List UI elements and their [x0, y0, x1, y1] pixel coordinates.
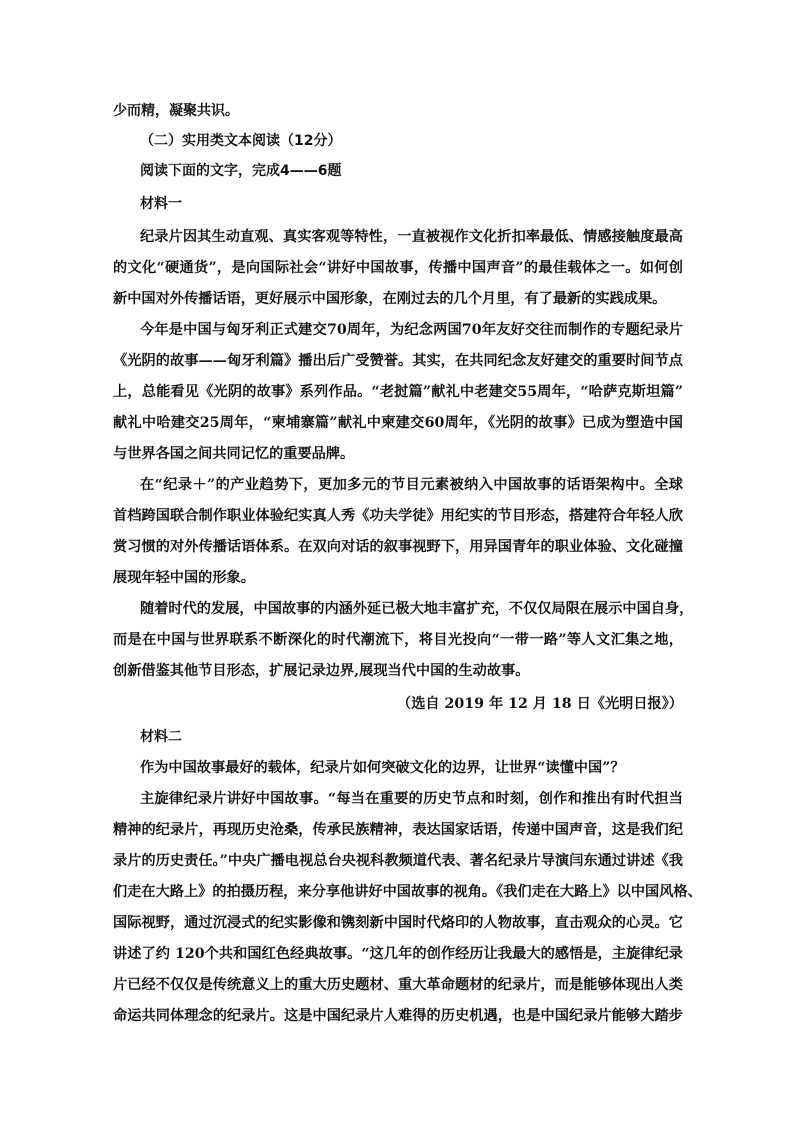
paragraph-line: 国际视野，通过沉浸式的纪实影像和镌刻新中国时代烙印的人物故事，直击观众的心灵。它 [113, 915, 683, 931]
paragraph-line: 命运共同体理念的纪录片。这是中国纪录片人难得的历史机遇，也是中国纪录片能够大踏步 [113, 1008, 683, 1024]
paragraph-line: 们走在大路上》的拍摄历程，来分享他讲好中国故事的视角。《我们走在大路上》以中国风格、 [113, 884, 702, 900]
paragraph-line: 的文化“硬通货”，是向国际社会“讲好中国故事，传播中国声音”的最佳载体之一。如何创 [113, 260, 683, 276]
paragraph-line: 创新借鉴其他节目形态，扩展记录边界,展现当代中国的生动故事。 [113, 663, 530, 679]
source-citation: （选自 2019 年 12 月 18 日《光明日报》） [397, 696, 683, 712]
paragraph-line: 展现年轻中国的形象。 [113, 570, 255, 586]
section-heading: （二）实用类文本阅读（12分） [140, 133, 342, 149]
paragraph-line: 精神的纪录片，再现历史沧桑，传承民族精神，表达国家话语，传递中国声音，这是我们纪 [113, 822, 683, 838]
paragraph-line: 而是在中国与世界联系不断深化的时代潮流下，将目光投向“一带一路”等人文汇集之地， [113, 632, 683, 648]
paragraph-line: 与世界各国之间共同记忆的重要品牌。 [113, 446, 355, 462]
paragraph-line: 讲述了约 120个共和国红色经典故事。“这几年的创作经历让我最大的感悟是，主旋律纪录 [113, 946, 683, 962]
paragraph-line: 录片的历史责任。”中央广播电视总台央视科教频道代表、著名纪录片导演闫东通过讲述《我 [113, 853, 683, 869]
paragraph-line: 少而精，凝聚共识。 [113, 103, 239, 119]
paragraph-line: 《光阴的故事——匈牙利篇》播出后广受赞誉。其实，在共同纪念友好建交的重要时间节点 [113, 353, 683, 369]
paragraph-line: 片已经不仅仅是传统意义上的重大历史题材、重大革命题材的纪录片，而是能够体现出人类 [113, 977, 683, 993]
paragraph-line: 赏习惯的对外传播话语体系。在双向对话的叙事视野下，用异国青年的职业体验、文化碰撞 [113, 539, 683, 555]
paragraph-line: 纪录片因其生动直观、真实客观等特性，一直被视作文化折扣率最低、情感接触度最高 [140, 229, 683, 245]
paragraph-line: 上，总能看见《光阴的故事》系列作品。“老挝篇”献礼中老建交55周年，“哈萨克斯坦篇” [113, 384, 683, 400]
instruction-line: 阅读下面的文字，完成4——6题 [140, 163, 342, 179]
paragraph-line: 首档跨国联合制作职业体验纪实真人秀《功夫学徒》用纪实的节目形态，搭建符合年轻人欣 [113, 508, 683, 524]
paragraph-line: 作为中国故事最好的载体，纪录片如何突破文化的边界，让世界“读懂中国”？ [140, 760, 625, 776]
paragraph-line: 在“纪录＋”的产业趋势下，更加多元的节目元素被纳入中国故事的话语架构中。全球 [140, 477, 683, 493]
material-heading: 材料一 [140, 196, 182, 212]
paragraph-line: 新中国对外传播话语，更好展示中国形象，在刚过去的几个月里，有了最新的实践成果。 [113, 291, 667, 307]
paragraph-line: 今年是中国与匈牙利正式建交70周年，为纪念两国70年友好交往而制作的专题纪录片 [140, 322, 683, 338]
material-heading: 材料二 [140, 729, 182, 745]
paragraph-line: 主旋律纪录片讲好中国故事。“每当在重要的历史节点和时刻，创作和推出有时代担当 [140, 791, 683, 807]
paragraph-line: 献礼中哈建交25周年，“柬埔寨篇”献礼中柬建交60周年，《光阴的故事》已成为塑造中国 [113, 415, 683, 431]
paragraph-line: 随着时代的发展，中国故事的内涵外延已极大地丰富扩充，不仅仅局限在展示中国自身， [140, 601, 694, 617]
